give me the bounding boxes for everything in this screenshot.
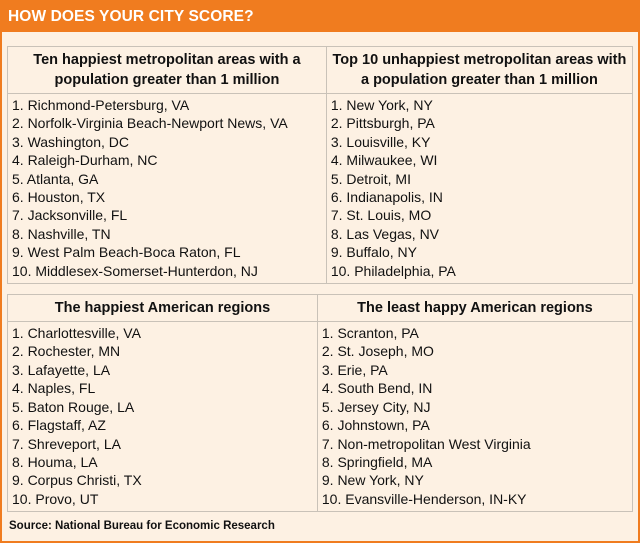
- list-item: 7. Jacksonville, FL: [12, 207, 128, 224]
- list-item: 7. Shreveport, LA: [12, 435, 121, 452]
- list-item: 6. Indianapolis, IN: [330, 189, 443, 206]
- table-header-row: [8, 47, 633, 94]
- happiest-regions-heading: The happiest American regions: [8, 295, 318, 322]
- list-item: 9. West Palm Beach-Boca Raton, FL: [12, 244, 241, 261]
- list-item: 5. Atlanta, GA: [12, 170, 99, 187]
- happiest-metro-list: [12, 96, 322, 280]
- list-item: 3. Louisville, KY: [330, 133, 431, 150]
- unhappiest-metro-list: [331, 96, 628, 280]
- list-item: 5. Jersey City, NJ: [321, 398, 431, 415]
- happiest-metro-heading: Ten happiest metropolitan areas with a population greater than 1 million: [8, 47, 327, 94]
- unhappiest-metro-heading: Top 10 unhappiest metropolitan areas with a population greater than 1 million: [326, 47, 632, 94]
- table-body-row: [8, 94, 633, 284]
- list-item: 1. Scranton, PA: [321, 325, 419, 342]
- list-item: 9. New York, NY: [321, 472, 424, 489]
- list-item: 1. Charlottesville, VA: [12, 325, 141, 342]
- list-item: 4. South Bend, IN: [321, 380, 433, 397]
- list-item: 1. New York, NY: [330, 97, 433, 113]
- source-note: Source: National Bureau for Economic Research: [9, 520, 275, 533]
- unhappiest-metro-cell: [326, 94, 632, 284]
- list-item: 5. Baton Rouge, LA: [12, 398, 135, 415]
- infobox-content: [2, 32, 638, 532]
- list-item: 4. Raleigh-Durham, NC: [12, 152, 158, 169]
- happiest-regions-list: [12, 324, 313, 508]
- infobox-title: HOW DOES YOUR CITY SCORE?: [2, 2, 638, 32]
- list-item: 2. Norfolk-Virginia Beach-Newport News, VA: [12, 115, 288, 132]
- list-item: 3. Lafayette, LA: [12, 361, 111, 378]
- list-item: 1. Richmond-Petersburg, VA: [12, 97, 190, 113]
- list-item: 3. Washington, DC: [12, 133, 129, 150]
- list-item: 4. Milwaukee, WI: [330, 152, 438, 169]
- table-header-row: [8, 295, 633, 322]
- list-item: 2. St. Joseph, MO: [321, 343, 434, 360]
- list-item: 6. Houston, TX: [12, 189, 106, 206]
- list-item: 9. Corpus Christi, TX: [12, 472, 142, 489]
- list-item: 3. Erie, PA: [321, 361, 388, 378]
- list-item: 4. Naples, FL: [12, 380, 96, 397]
- table-body-row: [8, 322, 633, 512]
- least-happy-regions-list: [322, 324, 628, 508]
- happiest-regions-cell: [8, 322, 318, 512]
- list-item: 8. Nashville, TN: [12, 225, 111, 242]
- list-item: 2. Rochester, MN: [12, 343, 121, 360]
- list-item: 5. Detroit, MI: [330, 170, 411, 187]
- list-item: 2. Pittsburgh, PA: [330, 115, 435, 132]
- least-happy-regions-heading: The least happy American regions: [317, 295, 632, 322]
- metro-areas-table: [7, 46, 633, 284]
- list-item: 10. Provo, UT: [12, 490, 99, 507]
- regions-table: [7, 294, 633, 512]
- least-happy-regions-cell: [317, 322, 632, 512]
- list-item: 7. St. Louis, MO: [330, 207, 432, 224]
- list-item: 10. Evansville-Henderson, IN-KY: [321, 490, 527, 507]
- list-item: 6. Flagstaff, AZ: [12, 417, 106, 434]
- list-item: 10. Middlesex-Somerset-Hunterdon, NJ: [12, 262, 258, 279]
- list-item: 7. Non-metropolitan West Virginia: [321, 435, 531, 452]
- happiest-metro-cell: [8, 94, 327, 284]
- list-item: 8. Houma, LA: [12, 453, 98, 470]
- list-item: 6. Johnstown, PA: [321, 417, 430, 434]
- list-item: 9. Buffalo, NY: [330, 244, 417, 261]
- list-item: 8. Las Vegas, NV: [330, 225, 440, 242]
- list-item: 8. Springfield, MA: [321, 453, 433, 470]
- list-item: 10. Philadelphia, PA: [330, 262, 456, 279]
